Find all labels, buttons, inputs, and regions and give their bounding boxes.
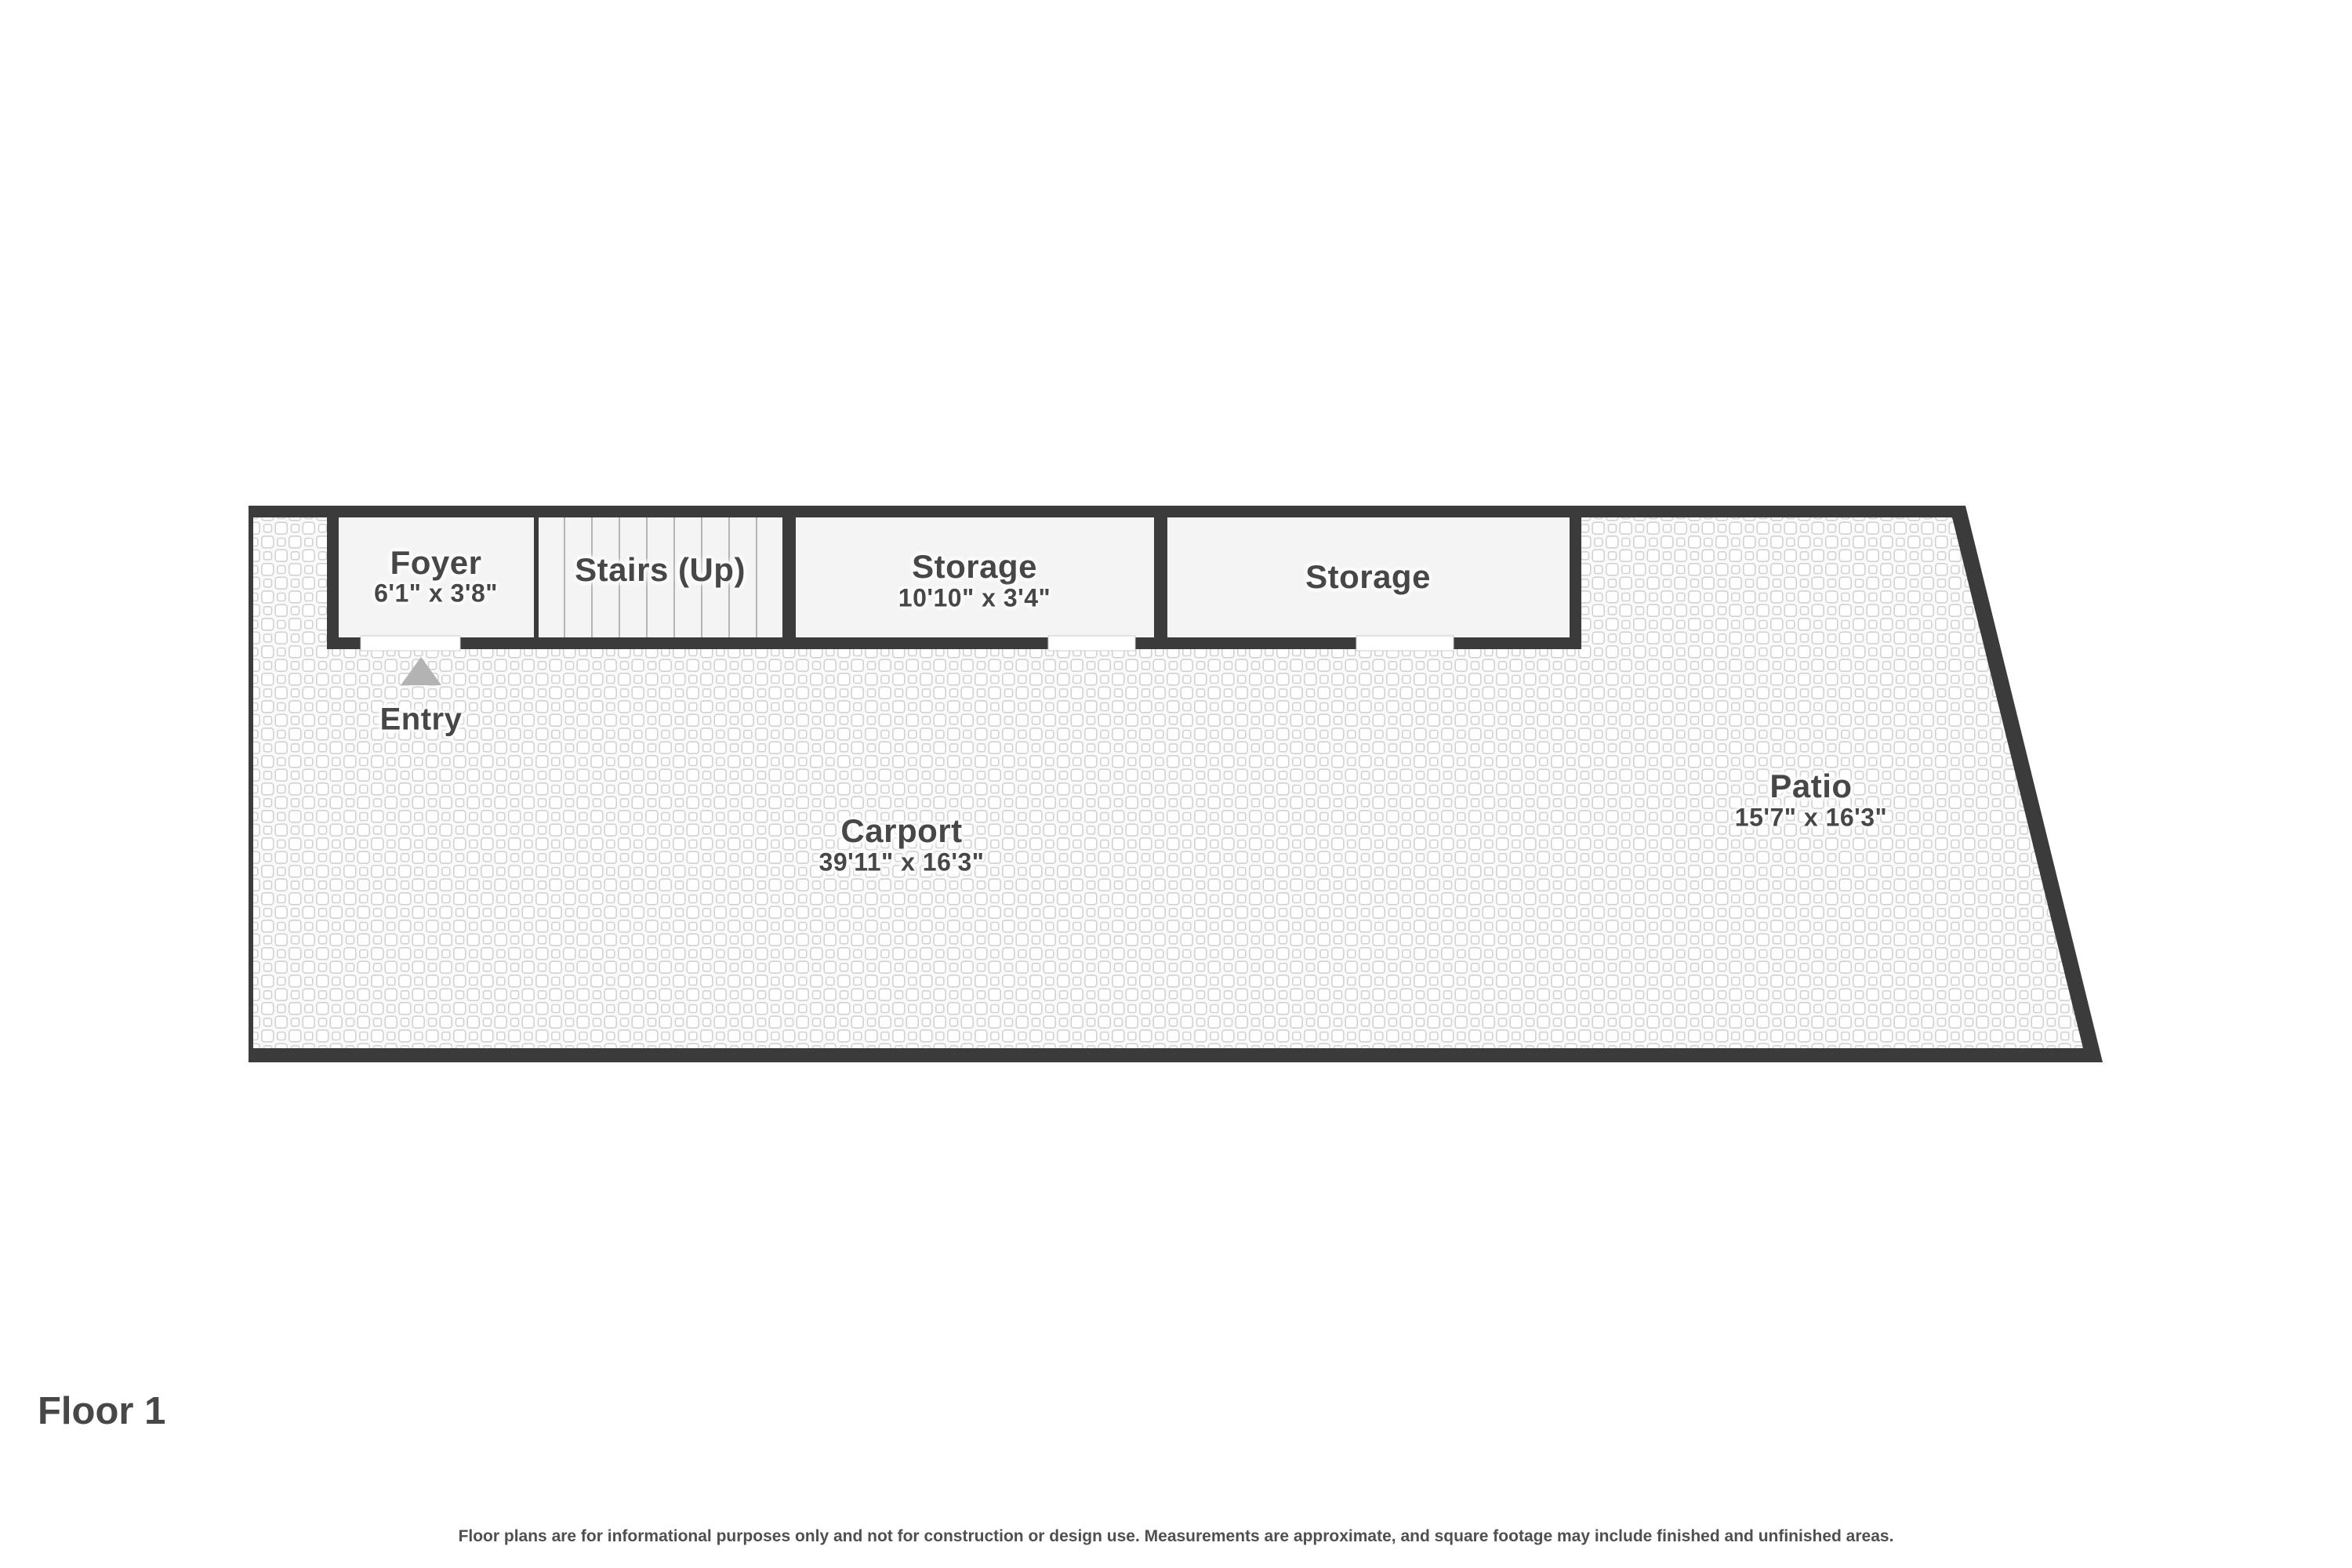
disclaimer-text: Floor plans are for informational purposes only and not for construction or design use. Measurements are approximate, and square footage may include finished and unfinished areas.	[458, 1527, 1894, 1545]
room-label-stairs: Stairs (Up)	[575, 551, 746, 588]
entry-label: Entry	[379, 702, 463, 737]
room-label-storage-1: Storage	[912, 548, 1037, 585]
room-label-carport: Carport	[840, 812, 963, 849]
floor-title: Floor 1	[38, 1390, 166, 1432]
room-dims-patio: 15'7" x 16'3"	[1734, 803, 1888, 832]
storage-2-door-opening	[1356, 636, 1454, 651]
room-label-storage-2: Storage	[1305, 558, 1431, 595]
foyer-door-opening	[361, 636, 460, 651]
room-dims-foyer: 6'1" x 3'8"	[374, 579, 498, 608]
room-dims-carport: 39'11" x 16'3"	[818, 848, 985, 877]
room-label-patio: Patio	[1769, 768, 1853, 804]
room-dims-storage-1: 10'10" x 3'4"	[898, 583, 1051, 612]
storage-1-door-opening	[1048, 636, 1135, 651]
room-label-foyer: Foyer	[390, 544, 482, 581]
